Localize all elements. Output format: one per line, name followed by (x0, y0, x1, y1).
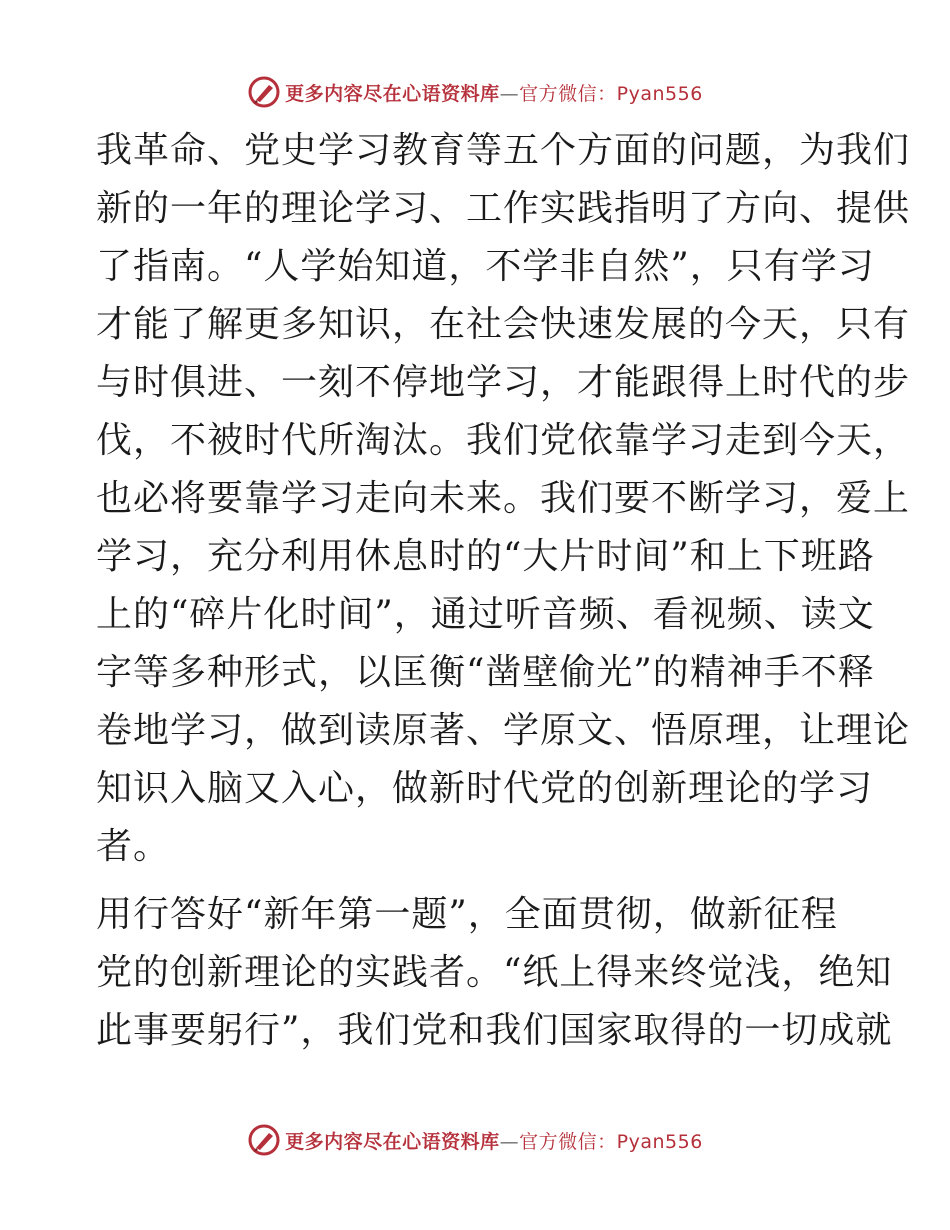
text-line: 伐，不被时代所淘汰。我们党依靠学习走到今天， (96, 420, 911, 461)
paragraph-1 (96, 122, 911, 876)
text-line: 我革命、党史学习教育等五个方面的问题，为我们 (96, 130, 911, 171)
document-body (96, 122, 911, 1060)
header-banner (0, 72, 950, 112)
header-wechat-text: 官方微信：Pyan556 (519, 82, 703, 105)
paragraph-gap (96, 876, 856, 886)
text-line: 与时俱进、一刻不停地学习，才能跟得上时代的步 (96, 362, 911, 403)
text-line: 新的一年的理论学习、工作实践指明了方向、提供 (96, 188, 911, 229)
footer-banner (0, 1120, 950, 1160)
text-line: 也必将要靠学习走向未来。我们要不断学习，爱上 (96, 478, 911, 519)
text-line: 此事要躬行”，我们党和我们国家取得的一切成就 (96, 1010, 893, 1051)
paragraph-2 (96, 886, 893, 1060)
text-line: 党的创新理论的实践者。“纸上得来终觉浅，绝知 (96, 952, 893, 993)
text-line: 上的“碎片化时间”，通过听音频、看视频、读文 (96, 594, 875, 635)
text-line: 卷地学习，做到读原著、学原文、悟原理，让理论 (96, 710, 911, 751)
text-line: 知识入脑又入心，做新时代党的创新理论的学习 (96, 768, 874, 809)
text-line: 才能了解更多知识，在社会快速发展的今天，只有 (96, 304, 911, 345)
pen-logo-icon (247, 1123, 281, 1157)
pen-logo-icon (247, 75, 281, 109)
footer-wechat-text: 官方微信：Pyan556 (519, 1130, 703, 1153)
text-line: 字等多种形式，以匡衡“凿壁偷光”的精神手不释 (96, 652, 875, 693)
header-separator: — (499, 82, 520, 105)
footer-brand-text: 更多内容尽在心语资料库 (285, 1130, 500, 1153)
text-line: 了指南。“人学始知道，不学非自然”，只有学习 (96, 246, 875, 287)
text-line: 者。 (96, 826, 171, 867)
footer-separator: — (499, 1130, 520, 1153)
text-line: 学习，充分利用休息时的“大片时间”和上下班路 (96, 536, 875, 577)
text-line: 用行答好“新年第一题”，全面贯彻，做新征程 (96, 894, 838, 935)
header-brand-text: 更多内容尽在心语资料库 (285, 82, 500, 105)
